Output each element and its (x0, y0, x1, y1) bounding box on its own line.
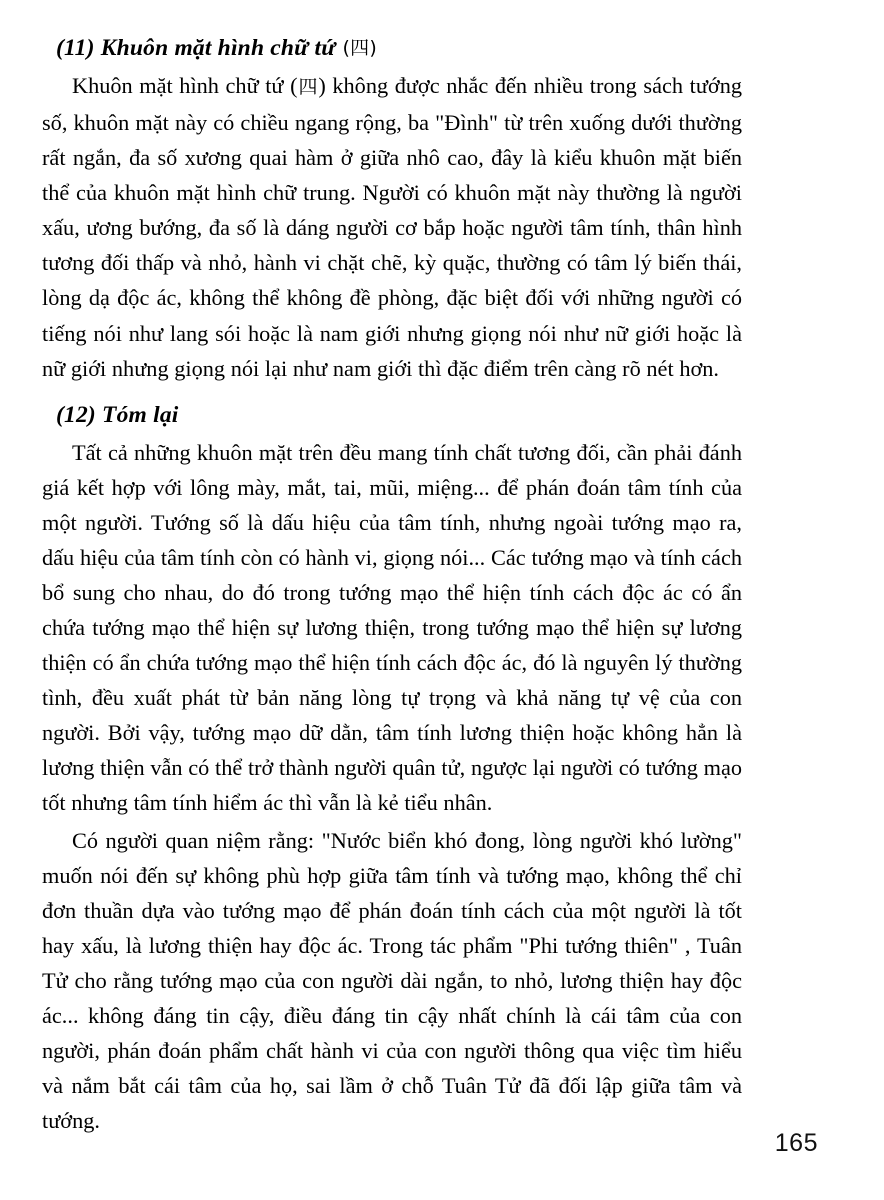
section-12-paragraph-1: Tất cả những khuôn mặt trên đều mang tính chất tương đối, cần phải đánh giá kết hợp với lông mày, mắt, tai, mũi, miệng... để phán đoán tâm tính của một người. Tướng số là dấu hiệu của tâm tính, nhưng ngoài tướng mạo ra, dấu hiệu của tâm tính còn có hành vi, giọng nói... Các tướng mạo và tính cách bổ sung cho nhau, do đó trong tướng mạo thể hiện tính cách độc ác có ẩn chứa tướng mạo thể hiện sự lương thiện, trong tướng mạo thể hiện sự lương thiện có ẩn chứa tướng mạo thể hiện tính cách độc ác, đó là nguyên lý thường tình, đều xuất phát từ bản năng lòng tự trọng và khả năng tự vệ của con người. Bởi vậy, tướng mạo dữ dằn, tâm tính lương thiện hoặc không hẳn là lương thiện vẫn có thể trở thành người quân tử, ngược lại người có tướng mạo tốt nhưng tâm tính hiểm ác thì vẫn là kẻ tiểu nhân. (42, 439, 742, 816)
cjk-glyph: 四 (297, 75, 319, 98)
page-content (42, 36, 742, 1138)
section-12-paragraph-2: Có người quan niệm rằng: "Nước biển khó đong, lòng người khó lường" muốn nói đến sự không phù hợp giữa tâm tính và tướng mạo, không thể chỉ đơn thuần dựa vào tướng mạo để phán đoán tính cách của một người là tốt hay xấu, là lương thiện hay độc ác. Trong tác phẩm "Phi tướng thiên" , Tuân Tử cho rằng tướng mạo của con người dài ngắn, to nhỏ, lương thiện hay độc ác... không đáng tin cậy, điều đáng tin cậy nhất chính là cái tâm của con người, phán đoán phẩm chất hành vi của con người thông qua việc tìm hiểu và nắm bắt cái tâm của họ, sai lầm ở chỗ Tuân Tử đã đối lập giữa tâm và tướng. (42, 827, 742, 1134)
page-number: 165 (774, 1129, 818, 1157)
section-12-heading-text: (12) Tóm lại (56, 401, 179, 428)
section-12-heading (42, 403, 742, 429)
section-11-heading-text: (11) Khuôn mặt hình chữ tứ (56, 35, 336, 61)
section-11-paragraph-1: Khuôn mặt hình chữ tứ (四) không được nhắc đến nhiều trong sách tướng số, khuôn mặt này có chiều ngang rộng, ba "Đình" từ trên xuống dưới thường rất ngắn, đa số xương quai hàm ở giữa nhô cao, đây là kiểu khuôn mặt biến thể của khuôn mặt hình chữ trung. Người có khuôn mặt này thường là người xấu, ương bướng, đa số là dáng người cơ bắp hoặc người tâm tính, thân hình tương đối thấp và nhỏ, hành vi chặt chẽ, kỳ quặc, thường có tâm lý biến thái, lòng dạ độc ác, không thể không đề phòng, đặc biệt đối với những người có tiếng nói như lang sói hoặc là nam giới nhưng giọng nói như nữ giới hoặc là nữ giới nhưng giọng nói lại như nam giới thì đặc điểm trên càng rõ nét hơn. (42, 72, 742, 381)
section-11-block (42, 36, 742, 386)
section-12-block (42, 403, 742, 1139)
section-11-heading-note: (四) (342, 37, 377, 59)
section-11-heading (42, 36, 742, 62)
